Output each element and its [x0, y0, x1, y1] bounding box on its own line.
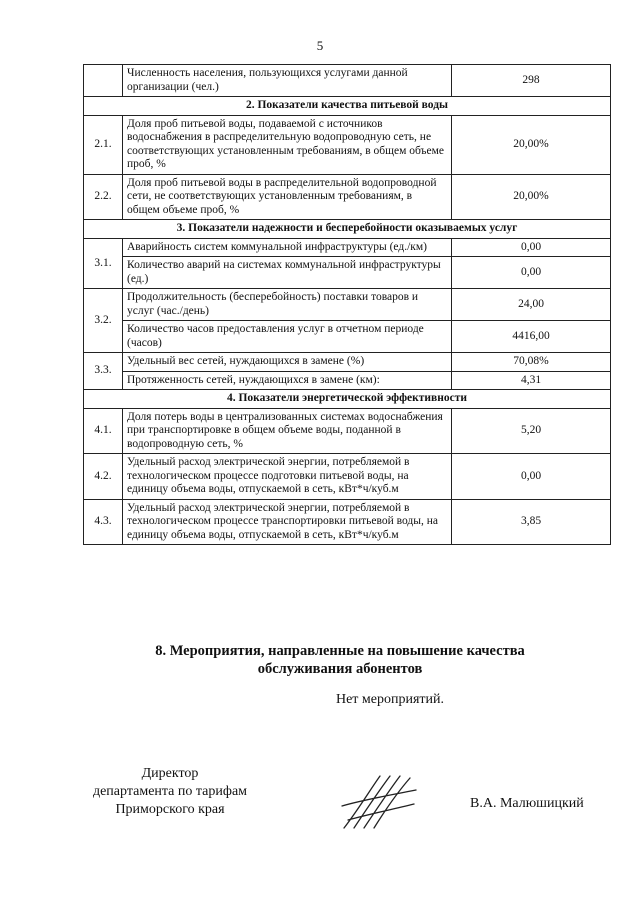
indicator-number: 2.2. [84, 174, 123, 220]
table-row [84, 321, 611, 353]
table-row [84, 408, 611, 454]
indicator-number: 3.1. [84, 238, 123, 289]
table-row [84, 238, 611, 257]
indicator-value: 70,08% [452, 353, 611, 372]
indicator-name: Доля потерь воды в централизованных системах водоснабжения при транспортировке в общем объеме воды, поданной в водопроводную сеть, % [123, 408, 452, 454]
indicator-value: 0,00 [452, 257, 611, 289]
table-body [84, 65, 611, 545]
indicator-value: 4416,00 [452, 321, 611, 353]
indicator-value: 3,85 [452, 499, 611, 545]
indicator-value: 24,00 [452, 289, 611, 321]
indicator-name: Численность населения, пользующихся услугами данной организации (чел.) [123, 65, 452, 97]
signer-position-line-3: Приморского края [115, 802, 225, 817]
section-header-row [84, 390, 611, 409]
section-8-title: 8. Мероприятия, направленные на повышение качества обслуживания абонентов [155, 643, 525, 677]
section-title: 3. Показатели надежности и бесперебойности оказываемых услуг [84, 220, 611, 239]
table-row [84, 174, 611, 220]
indicator-name: Аварийность систем коммунальной инфраструктуры (ед./км) [123, 238, 452, 257]
indicator-number: 4.3. [84, 499, 123, 545]
indicator-value: 20,00% [452, 174, 611, 220]
indicator-name: Протяженность сетей, нуждающихся в замене (км): [123, 371, 452, 390]
indicator-number: 4.1. [84, 408, 123, 454]
table-row [84, 257, 611, 289]
table-row [84, 289, 611, 321]
indicator-name: Количество часов предоставления услуг в отчетном периоде (часов) [123, 321, 452, 353]
indicator-value: 20,00% [452, 115, 611, 174]
signer-name: В.А. Малюшицкий [470, 796, 584, 811]
indicator-number: 4.2. [84, 454, 123, 500]
section-8-note: Нет мероприятий. [335, 692, 445, 707]
indicators-table [83, 64, 611, 545]
indicator-name: Доля проб питьевой воды, подаваемой с источников водоснабжения в распределительную водопроводную сеть, не соответствующих установленным требованиям, в общем объеме проб, % [123, 115, 452, 174]
section-header-row [84, 220, 611, 239]
table-row [84, 371, 611, 390]
section-header-row [84, 97, 611, 116]
indicator-number [84, 65, 123, 97]
indicator-number: 2.1. [84, 115, 123, 174]
indicator-name: Удельный расход электрической энергии, потребляемой в технологическом процессе подготовки питьевой воды, на единицу объема воды, отпускаемой в сеть, кВт*ч/куб.м [123, 454, 452, 500]
table-row [84, 65, 611, 97]
signer-position [60, 765, 280, 819]
table-row [84, 115, 611, 174]
section-title: 2. Показатели качества питьевой воды [84, 97, 611, 116]
table-row [84, 353, 611, 372]
handwritten-signature [340, 770, 420, 832]
indicator-name: Доля проб питьевой воды в распределительной водопроводной сети, не соответствующих установленным требованиям, в общем объеме проб, % [123, 174, 452, 220]
indicator-value: 4,31 [452, 371, 611, 390]
signer-position-line-1: Директор [141, 766, 199, 781]
indicator-number: 3.3. [84, 353, 123, 390]
indicator-name: Удельный расход электрической энергии, потребляемой в технологическом процессе транспортировки питьевой воды, на единицу объема воды, отпускаемой в сеть, кВт*ч/куб.м [123, 499, 452, 545]
indicator-number: 3.2. [84, 289, 123, 353]
indicator-value: 0,00 [452, 454, 611, 500]
table-row [84, 454, 611, 500]
section-title: 4. Показатели энергетической эффективности [84, 390, 611, 409]
page-number: 5 [316, 38, 324, 53]
table-row [84, 499, 611, 545]
indicator-value: 5,20 [452, 408, 611, 454]
indicator-value: 298 [452, 65, 611, 97]
indicator-name: Продолжительность (бесперебойность) поставки товаров и услуг (час./день) [123, 289, 452, 321]
signer-position-line-2: департамента по тарифам [92, 784, 248, 799]
indicator-name: Количество аварий на системах коммунальной инфраструктуры (ед.) [123, 257, 452, 289]
indicator-value: 0,00 [452, 238, 611, 257]
indicator-name: Удельный вес сетей, нуждающихся в замене (%) [123, 353, 452, 372]
